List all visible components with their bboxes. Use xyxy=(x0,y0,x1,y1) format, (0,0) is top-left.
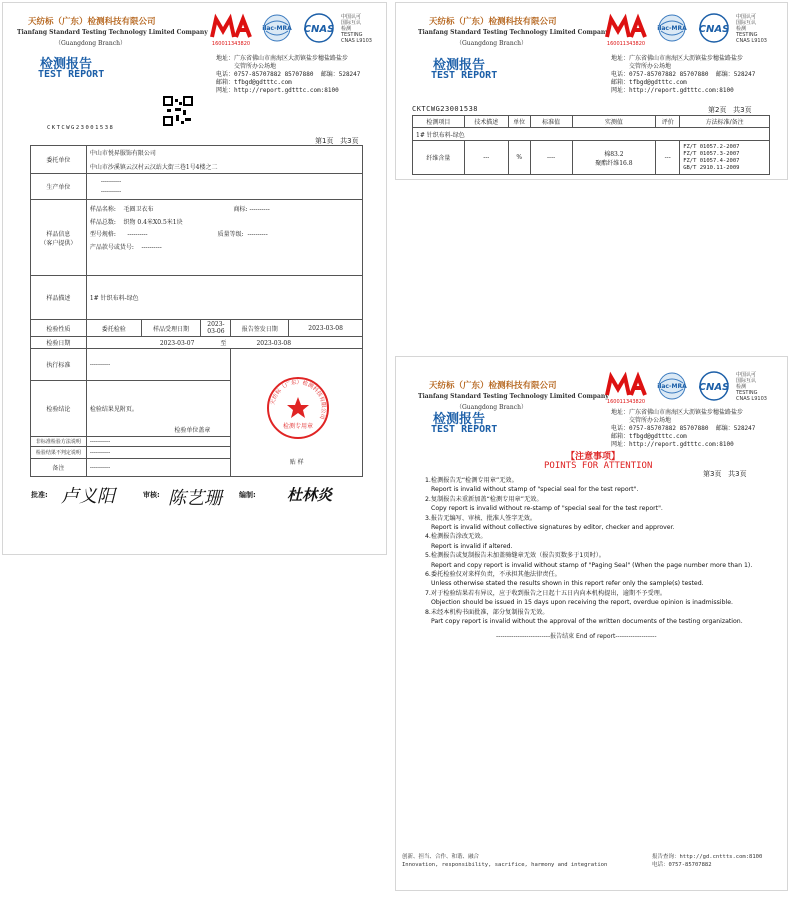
note-line: 5.检测报告或复制报告未加盖骑缝章无效（报告页数多于1页时）。 xyxy=(425,552,605,560)
test-nature-label: 检验性质 xyxy=(31,320,87,337)
standard-value: ---------- xyxy=(86,349,231,381)
company-name-en: Tianfang Standard Testing Technology Limited Company xyxy=(418,29,609,36)
note-line: 1.检测报告无“检测专用章”无效。 xyxy=(425,477,518,484)
nonstandard-label: 非标准检验方法说明 xyxy=(31,437,87,447)
measured-value: 棉83.2 聚酯纤维16.8 xyxy=(572,141,656,175)
attention-title-cn: 【注意事项】 xyxy=(566,452,621,462)
company-name-en: Tianfang Standard Testing Technology Limited Company xyxy=(418,393,609,400)
company-name-en: Tianfang Standard Testing Technology Limited Company xyxy=(17,29,208,36)
company-branch: （Guangdong Branch） xyxy=(55,40,126,47)
note-line: Report is invalid without stamp of "special seal for the test report". xyxy=(431,486,639,494)
test-date-range: 2023-03-07 至 2023-03-08 xyxy=(86,337,362,349)
evaluation: --- xyxy=(656,141,680,175)
cma-logo xyxy=(601,13,651,47)
cnas-logo xyxy=(299,13,339,47)
sample-info-block: 样品名称: 毛圈卫衣布 商标: ---------- 样品总数: 织物 0.4米X0.5米1块 型号规格: ---------- 质量等级: ---------- 产品款号或货号: ---------- xyxy=(86,200,362,276)
report-title-en: TEST REPORT xyxy=(431,424,498,435)
cnas-logo xyxy=(694,13,734,47)
note-line: 4.检测报告涂改无效。 xyxy=(425,533,487,541)
remark-value: ---------- xyxy=(86,459,231,477)
report-title-cn: 检测报告 xyxy=(433,412,486,427)
sample-info-label: 样品信息 （客户提供） xyxy=(31,200,87,276)
cma-number: 160011343820 xyxy=(211,41,251,47)
contact-block: 地址：广东省佛山市南海区大沥镇盐步穗盐路盐步 交管所办公场地 电话：0757-85707882 85707880 邮编：528247 邮箱：tfbgd@gdtttc.com 网址：http://report.gdtttc.com:8100 xyxy=(611,55,756,94)
svg-text:CNAS: CNAS xyxy=(303,24,335,35)
note-line: Report is invalid if altered. xyxy=(431,542,513,550)
conclusion-label: 检验结论 xyxy=(31,381,87,437)
attention-notes xyxy=(425,476,752,627)
results-table xyxy=(412,115,770,175)
cma-logo xyxy=(601,371,651,405)
test-item: 纤维含量 xyxy=(413,141,465,175)
report-number: CKTCWG23001538 xyxy=(412,105,479,113)
method-standards: FZ/T 01057.2-2007 FZ/T 01057.3-2007 FZ/T 01057.4-2007 GB/T 2910.11-2009 xyxy=(680,141,770,175)
report-title-en: TEST REPORT xyxy=(38,69,105,80)
qr-code xyxy=(163,96,193,126)
svg-text:检测专用章: 检测专用章 xyxy=(282,423,314,430)
issue-date: 2023-03-08 xyxy=(289,320,363,337)
page-number: 第3页 共3页 xyxy=(703,470,747,478)
report-page-1 xyxy=(2,2,387,555)
ilac-mra-logo xyxy=(258,13,296,47)
barcode-number: CKTCWG23001538 xyxy=(47,125,115,131)
cma-logo xyxy=(206,13,256,47)
nonstandard-value: ---------- xyxy=(86,437,231,447)
official-seal xyxy=(265,375,331,441)
standard-value: ---- xyxy=(530,141,572,175)
col-header: 技术描述 xyxy=(464,116,508,128)
note-line: Report is invalid without collective signatures by editor, checker and approver. xyxy=(431,524,675,532)
company-name-cn: 天纺标（广东）检测科技有限公司 xyxy=(28,17,156,27)
col-header: 单位 xyxy=(508,116,530,128)
approve-signature: 卢义阳 xyxy=(61,486,115,507)
sample-desc-label: 样品描述 xyxy=(31,276,87,320)
judge-value: ---------- xyxy=(86,447,231,459)
edit-signature: 杜林炎 xyxy=(287,486,333,504)
report-title-cn: 检测报告 xyxy=(40,57,93,72)
producer-label: 生产单位 xyxy=(31,174,87,200)
review-label: 审核: xyxy=(143,491,160,499)
tech-desc: --- xyxy=(464,141,508,175)
test-nature: 委托检验 xyxy=(86,320,141,337)
page-number: 第2页 共3页 xyxy=(708,106,752,114)
cnas-accreditation-text: 中国认可 国际互认 检测 TESTING CNAS L9103 xyxy=(736,14,767,44)
svg-text:160011343820: 160011343820 xyxy=(606,41,646,47)
company-branch: （Guangdong Branch） xyxy=(456,404,527,411)
sample-row: 1# 针织布料-绿色 xyxy=(413,128,770,141)
company-name-cn: 天纺标（广东）检测科技有限公司 xyxy=(429,17,557,27)
producer-value: ---------- ---------- xyxy=(86,174,362,200)
cnas-accreditation-text: 中国认可 国际互认 检测 TESTING CNAS L9103 xyxy=(341,14,372,44)
col-header: 检测项目 xyxy=(413,116,465,128)
svg-text:160011343820: 160011343820 xyxy=(606,399,646,405)
note-line: 3.报告无编写、审核、批准人签字无效。 xyxy=(425,514,537,522)
report-title-cn: 检测报告 xyxy=(433,58,486,73)
client-label: 委托单位 xyxy=(31,146,87,174)
svg-text:CNAS: CNAS xyxy=(698,382,730,393)
svg-text:ilac-MRA: ilac-MRA xyxy=(657,25,687,32)
page-number: 第1页 共3页 xyxy=(315,137,359,145)
cnas-logo xyxy=(694,371,734,405)
client-name: 中山市悦昇服饰有限公司 xyxy=(86,146,362,160)
unit: % xyxy=(508,141,530,175)
ilac-mra-logo xyxy=(653,13,691,47)
note-line: 6.委托检验仅对来样负责，不承担其他法律责任。 xyxy=(425,571,561,579)
report-page-3 xyxy=(395,356,788,891)
attention-title-en: POINTS FOR ATTENTION xyxy=(544,461,653,471)
svg-text:ilac-MRA: ilac-MRA xyxy=(657,383,687,390)
note-line: 2.复制报告未重新加盖“检测专用章”无效。 xyxy=(425,495,543,503)
sample-desc: 1# 针织布料-绿色 xyxy=(86,276,362,320)
note-line: Part copy report is invalid without the approval of the written documents of the testing organization. xyxy=(431,618,743,626)
ilac-mra-logo xyxy=(653,371,691,405)
note-line: Unless otherwise stated the results shown in this report refer only the sample(s) tested. xyxy=(431,580,704,588)
col-header: 方法标准/备注 xyxy=(680,116,770,128)
standard-label: 执行标准 xyxy=(31,349,87,381)
col-header: 评价 xyxy=(656,116,680,128)
col-header: 标准值 xyxy=(530,116,572,128)
svg-text:ilac-MRA: ilac-MRA xyxy=(262,25,292,32)
remark-label: 备注 xyxy=(31,459,87,477)
svg-text:CNAS: CNAS xyxy=(698,24,730,35)
client-address: 中山市沙溪镇云汉村云汉站大街三巷1号4楼之二 xyxy=(86,160,362,174)
received-date-label: 样品受理日期 xyxy=(141,320,201,337)
report-page-2 xyxy=(395,2,788,180)
company-branch: （Guangdong Branch） xyxy=(456,40,527,47)
report-title-en: TEST REPORT xyxy=(431,70,498,81)
approve-label: 批准: xyxy=(31,491,48,499)
conclusion-cell: 检验结果见附页。 检验单位盖章 xyxy=(86,381,231,437)
contact-block: 地址：广东省佛山市南海区大沥镇盐步穗盐路盐步 交管所办公场地 电话：0757-85707882 85707880 邮编：528247 邮箱：tfbgd@gdtttc.com 网址：http://report.gdtttc.com:8100 xyxy=(611,409,756,448)
end-of-report: -------------------------报告结束 End of report------------------- xyxy=(496,633,657,640)
sample-paste-area: 贴 样 xyxy=(231,349,363,477)
review-signature: 陈艺珊 xyxy=(168,488,222,509)
judge-label: 检验结果不判定说明 xyxy=(31,447,87,459)
col-header: 实测值 xyxy=(572,116,656,128)
footer-contact: 报告查询：http://gd.cnttts.com:8100 电话：0757-85707882 xyxy=(652,854,763,868)
issue-date-label: 报告签发日期 xyxy=(231,320,289,337)
note-line: Report and copy report is invalid without stamp of "Paging Seal" (When the page number more than 1). xyxy=(431,561,753,569)
contact-block: 地址：广东省佛山市南海区大沥镇盐步穗盐路盐步 交管所办公场地 电话：0757-85707882 85707880 邮编：528247 邮箱：tfbgd@gdtttc.com 网址：http://report.gdtttc.com:8100 xyxy=(216,55,361,94)
note-line: Objection should be issued in 15 days upon receiving the report, overdue opinion is inadmissible. xyxy=(431,599,733,607)
edit-label: 编制: xyxy=(239,491,256,499)
note-line: 8.未经本机构书面批准，部分复制报告无效。 xyxy=(425,608,549,616)
note-line: 7.对于检验结果若有异议，应于收到报告之日起十五日内向本机构提出，逾期不予受理。 xyxy=(425,589,667,597)
company-name-cn: 天纺标（广东）检测科技有限公司 xyxy=(429,381,557,391)
cnas-accreditation-text: 中国认可 国际互认 检测 TESTING CNAS L9103 xyxy=(736,372,767,402)
svg-text:天纺标（广东）检测科技有限公司: 天纺标（广东）检测科技有限公司 xyxy=(270,379,327,420)
received-date: 2023-03-06 xyxy=(201,320,231,337)
test-date-label: 检验日期 xyxy=(31,337,87,349)
footer-motto: 创新、担当、合作、和谐、融合 Innovation, responsibility, sacrifice, harmony and integration xyxy=(402,854,608,868)
note-line: Copy report is invalid without re-stamp of "special seal for the test report". xyxy=(431,505,663,513)
